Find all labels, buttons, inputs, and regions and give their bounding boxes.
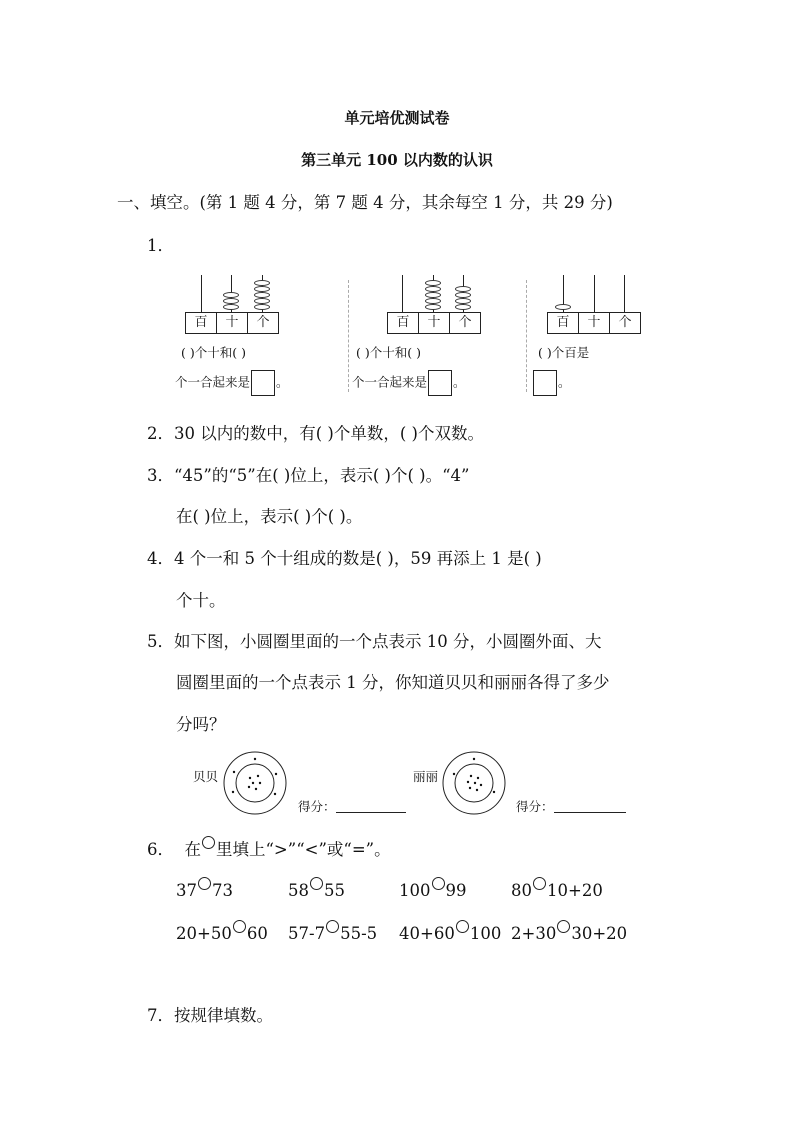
q3-line1: 3．“45”的“5”在( )位上，表示( )个( )。“4”: [147, 466, 470, 485]
abacus-c-caption-line2: 。: [532, 370, 571, 396]
compare-item: 37 73: [176, 877, 233, 900]
compare-circle[interactable]: [233, 920, 246, 933]
compare-circle[interactable]: [456, 920, 469, 933]
place-label-hundreds: 百: [194, 315, 208, 330]
lili-dot-circles: [441, 750, 507, 816]
beibei-label: 贝贝: [193, 769, 219, 784]
q5-line3: 分吗？: [176, 715, 226, 734]
place-label-hundreds: 百: [396, 315, 410, 330]
compare-item: 57-7 55-5: [288, 920, 377, 943]
compare-item: 2+30 30+20: [511, 920, 627, 943]
lili-label: 丽丽: [413, 769, 439, 784]
place-label-tens: 十: [216, 313, 247, 333]
answer-box[interactable]: [251, 370, 275, 396]
compare-item: 40+60 100: [399, 920, 501, 943]
compare-circle[interactable]: [557, 920, 570, 933]
beibei-score-blank[interactable]: [336, 812, 406, 813]
abacus-a-caption-line2: 个一合起来是 。: [175, 370, 289, 396]
abacus-c-place-labels: [547, 312, 641, 334]
compare-circle[interactable]: [310, 877, 323, 890]
abacus-a-caption-line1: ( )个十和( ): [181, 345, 246, 360]
compare-circle-icon: [202, 836, 215, 849]
lili-score: 得分：: [516, 797, 626, 815]
abacus-b-place-labels: [387, 312, 481, 334]
q5-line2: 圆圈里面的一个点表示 1 分，你知道贝贝和丽丽各得了多少: [176, 673, 610, 692]
beibei-dot-circles: [222, 750, 288, 816]
place-label-hundreds: 百: [556, 315, 570, 330]
abacus-a-place-labels: [185, 312, 279, 334]
compare-circle[interactable]: [533, 877, 546, 890]
compare-circle[interactable]: [198, 877, 211, 890]
q4-line2: 个十。: [176, 591, 226, 610]
compare-item: 100 99: [399, 877, 467, 900]
answer-box[interactable]: [428, 370, 452, 396]
beibei-score: 得分：: [298, 797, 406, 815]
page-title: 单元培优测试卷: [344, 109, 450, 127]
q1-number: 1．: [147, 236, 174, 255]
q3-line2: 在( )位上，表示( )个( )。: [176, 507, 363, 526]
q2-text: 2．30 以内的数中，有( )个单数，( )个双数。: [147, 424, 484, 443]
compare-circle[interactable]: [326, 920, 339, 933]
abacus-b-caption-line1: ( )个十和( ): [356, 345, 421, 360]
compare-circle[interactable]: [432, 877, 445, 890]
place-label-ones: 个: [247, 313, 278, 333]
lili-score-blank[interactable]: [554, 812, 626, 813]
divider: [526, 280, 527, 392]
compare-item: 58 55: [288, 877, 345, 900]
answer-box[interactable]: [533, 370, 557, 396]
q6-instruction: 6． 在 里填上“>”“<”或“=”。: [147, 836, 391, 860]
place-label-ones: 个: [609, 313, 640, 333]
compare-item: 20+50 60: [176, 920, 268, 943]
divider: [348, 280, 349, 392]
place-label-tens: 十: [578, 313, 609, 333]
abacus-b-caption-line2: 个一合起来是 。: [352, 370, 466, 396]
abacus-c-caption-line1: ( )个百是: [538, 345, 590, 360]
compare-item: 80 10+20: [511, 877, 603, 900]
q4-line1: 4．4 个一和 5 个十组成的数是( )，59 再添上 1 是( ): [147, 549, 542, 568]
place-label-ones: 个: [449, 313, 480, 333]
place-label-tens: 十: [418, 313, 449, 333]
q7-text: 7．按规律填数。: [147, 1006, 273, 1025]
page-subtitle: 第三单元 100 以内数的认识: [301, 151, 493, 169]
section-heading: 一、填空。(第 1 题 4 分，第 7 题 4 分，其余每空 1 分，共 29 分): [117, 193, 613, 212]
q5-line1: 5．如下图，小圆圈里面的一个点表示 10 分，小圆圈外面、大: [147, 632, 602, 651]
